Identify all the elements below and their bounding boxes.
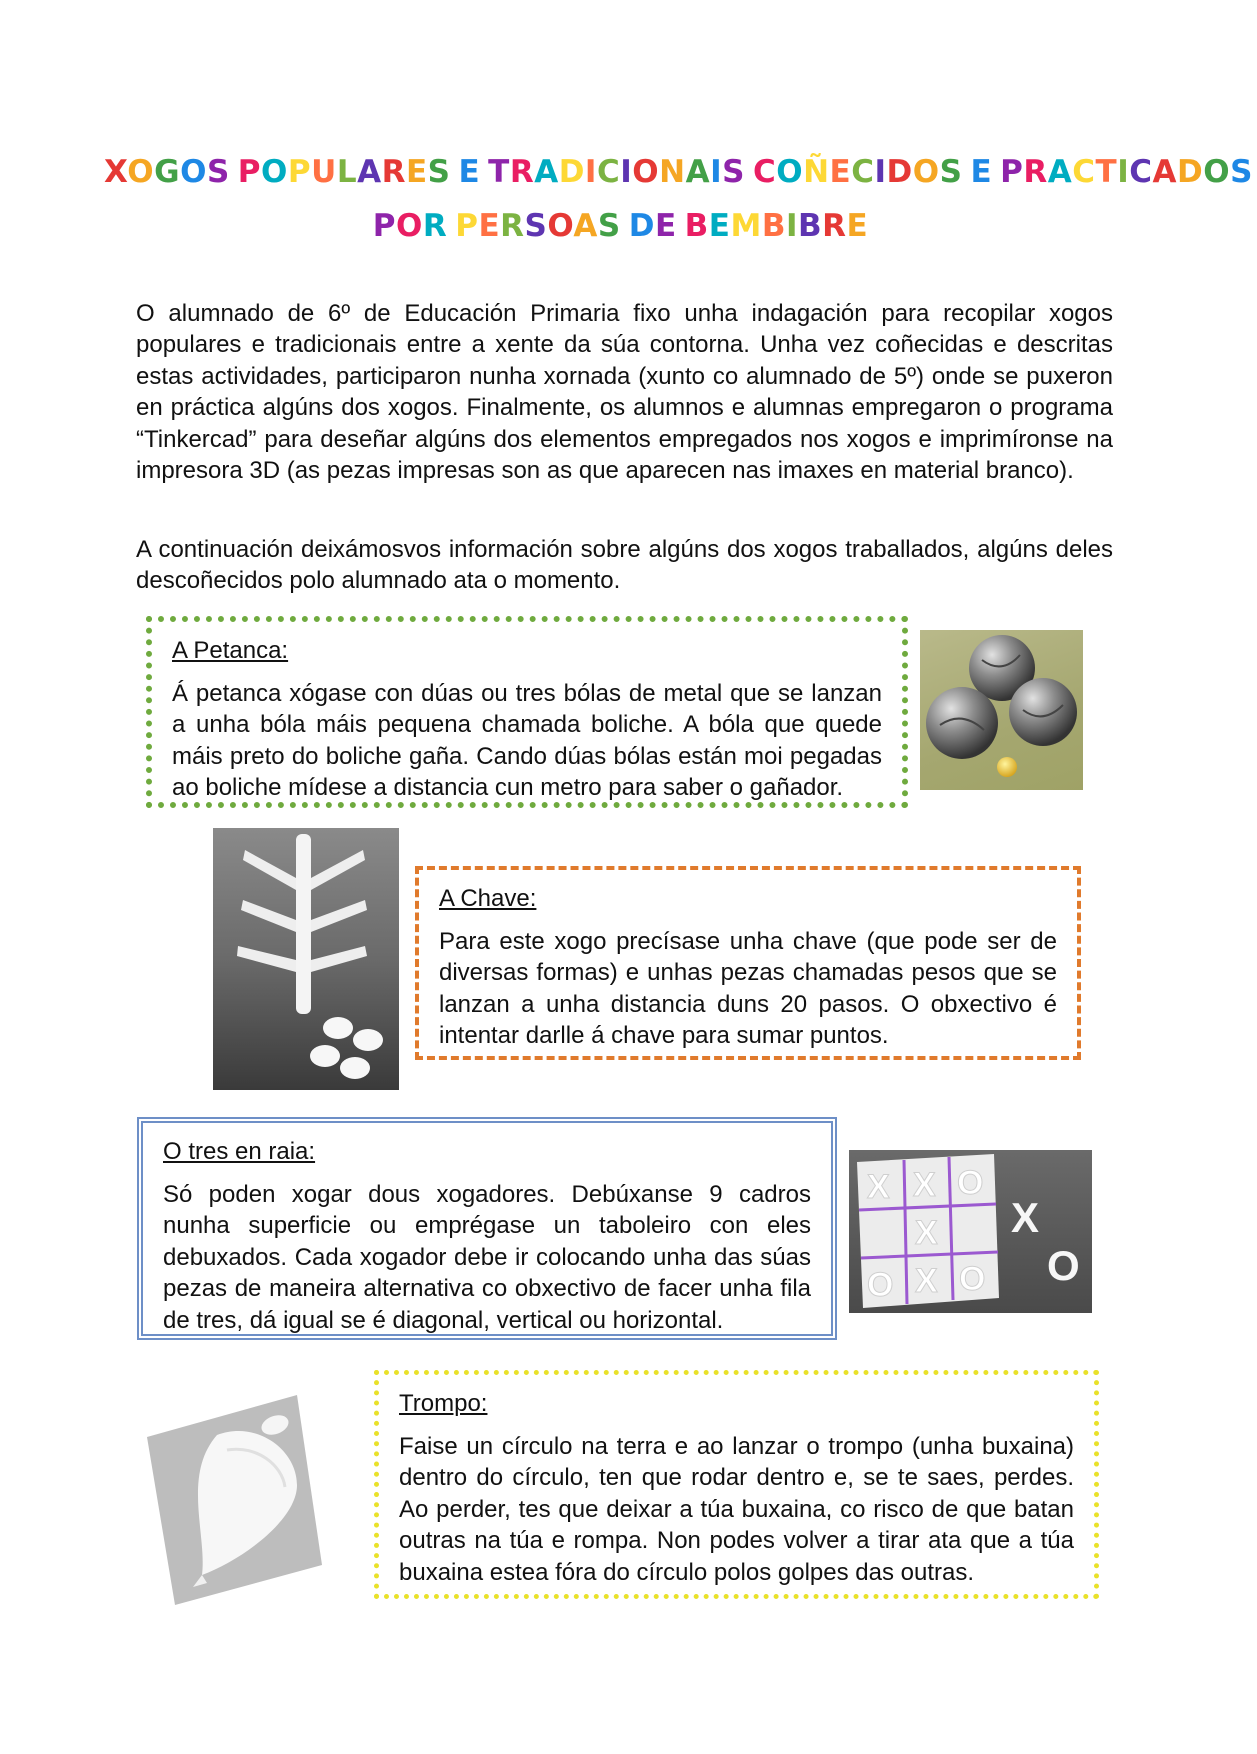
title-line1-word-3: TRADICIONAIS xyxy=(488,154,745,190)
title-line1-word-1: POPULARES xyxy=(237,154,451,190)
chave-3d-print-photo xyxy=(213,828,399,1090)
title-line1-word-6: PRACTICADOS xyxy=(1000,154,1253,190)
chave-heading: A Chave: xyxy=(439,885,537,912)
svg-text:O: O xyxy=(867,1266,894,1304)
tres-en-raia-section xyxy=(137,1117,837,1340)
title-line1-word-5: E xyxy=(970,154,993,190)
svg-text:O: O xyxy=(959,1260,986,1298)
svg-text:X: X xyxy=(913,1166,936,1204)
tres-en-raia-heading: O tres en raia: xyxy=(163,1138,316,1165)
petanca-heading: A Petanca: xyxy=(172,637,289,664)
tic-tac-toe-3d-print-photo xyxy=(849,1150,1092,1313)
petanca-text: Á petanca xógase con dúas ou tres bólas de metal que se lanzan a unha bóla máis pequena chamada boliche. A bóla que quede máis preto do boliche gaña. Cando dúas bólas están moi pegadas ao boliche mídese a distancia cun metro para saber o gañador. xyxy=(172,680,882,802)
title-line1-word-2: E xyxy=(458,154,481,190)
intro-paragraph-2: A continuación deixámosvos información sobre algúns dos xogos traballados, algúns deles descoñecidos polo alumnado ata o momento. xyxy=(136,536,1113,595)
title-line1-word-4: COÑECIDOS xyxy=(752,154,963,190)
trompo-text: Faise un círculo na terra e ao lanzar o trompo (unha buxaina) dentro do círculo, ten que rodar dentro e, se te saes, perdes. Ao perder, tes que deixar a túa buxaina, co risco de que batan outras na túa e rompa. Non podes volver a tirar ata que a túa buxaina estea fóra do círculo polos golpes das outras. xyxy=(399,1433,1074,1586)
chave-text: Para este xogo precísase unha chave (que pode ser de diversas formas) e unhas pezas chamadas pesos que se lanzan a unha distancia duns 20 pasos. O obxectivo é intentar darlle á chave para sumar puntos. xyxy=(439,928,1057,1050)
svg-text:O: O xyxy=(957,1164,984,1202)
svg-text:X: X xyxy=(867,1168,890,1206)
chave-section xyxy=(415,866,1081,1060)
spinning-top-3d-print-photo xyxy=(147,1395,322,1605)
title-line2-word-2: DE xyxy=(628,208,677,244)
title-line2-word-1: PERSOAS xyxy=(455,208,621,244)
svg-text:X: X xyxy=(915,1262,938,1300)
tres-en-raia-text: Só poden xogar dous xogadores. Debúxanse 9 cadros nunha superficie ou emprégase un taboleiro con eles debuxados. Cada xogador debe ir colocando unha das súas pezas de maneira alternativa co obxectivo de facer unha fila de tres, dá igual se é diagonal, vertical ou horizontal. xyxy=(163,1181,811,1334)
petanca-balls-photo xyxy=(920,630,1083,790)
svg-text:O: O xyxy=(1047,1242,1080,1289)
svg-text:X: X xyxy=(1011,1194,1040,1241)
trompo-heading: Trompo: xyxy=(399,1390,488,1417)
intro-paragraph-1: O alumnado de 6º de Educación Primaria fixo unha indagación para recopilar xogos populares e tradicionais entre a xente da súa contorna. Unha vez coñecidas e descritas estas actividades, participaron nunha xornada (xunto co alumnado de 5º) onde se puxeron en práctica algúns dos xogos. Finalmente, os alumnos e alumnas empregaron o programa “Tinkercad” para deseñar algúns dos elementos empregados nos xogos e imprimíronse na impresora 3D (as pezas impresas son as que aparecen nas imaxes en material branco). xyxy=(136,300,1113,485)
trompo-section xyxy=(374,1370,1099,1599)
title-line1-word-0: XOGOS xyxy=(104,154,230,190)
title-line2-word-3: BEMBIBRE xyxy=(684,208,869,244)
title-line2-word-0: POR xyxy=(372,208,448,244)
svg-text:X: X xyxy=(915,1214,938,1252)
title-line-2 xyxy=(100,199,1141,253)
page-title xyxy=(100,145,1253,253)
title-line-1 xyxy=(100,145,1253,199)
petanca-section xyxy=(146,616,908,808)
